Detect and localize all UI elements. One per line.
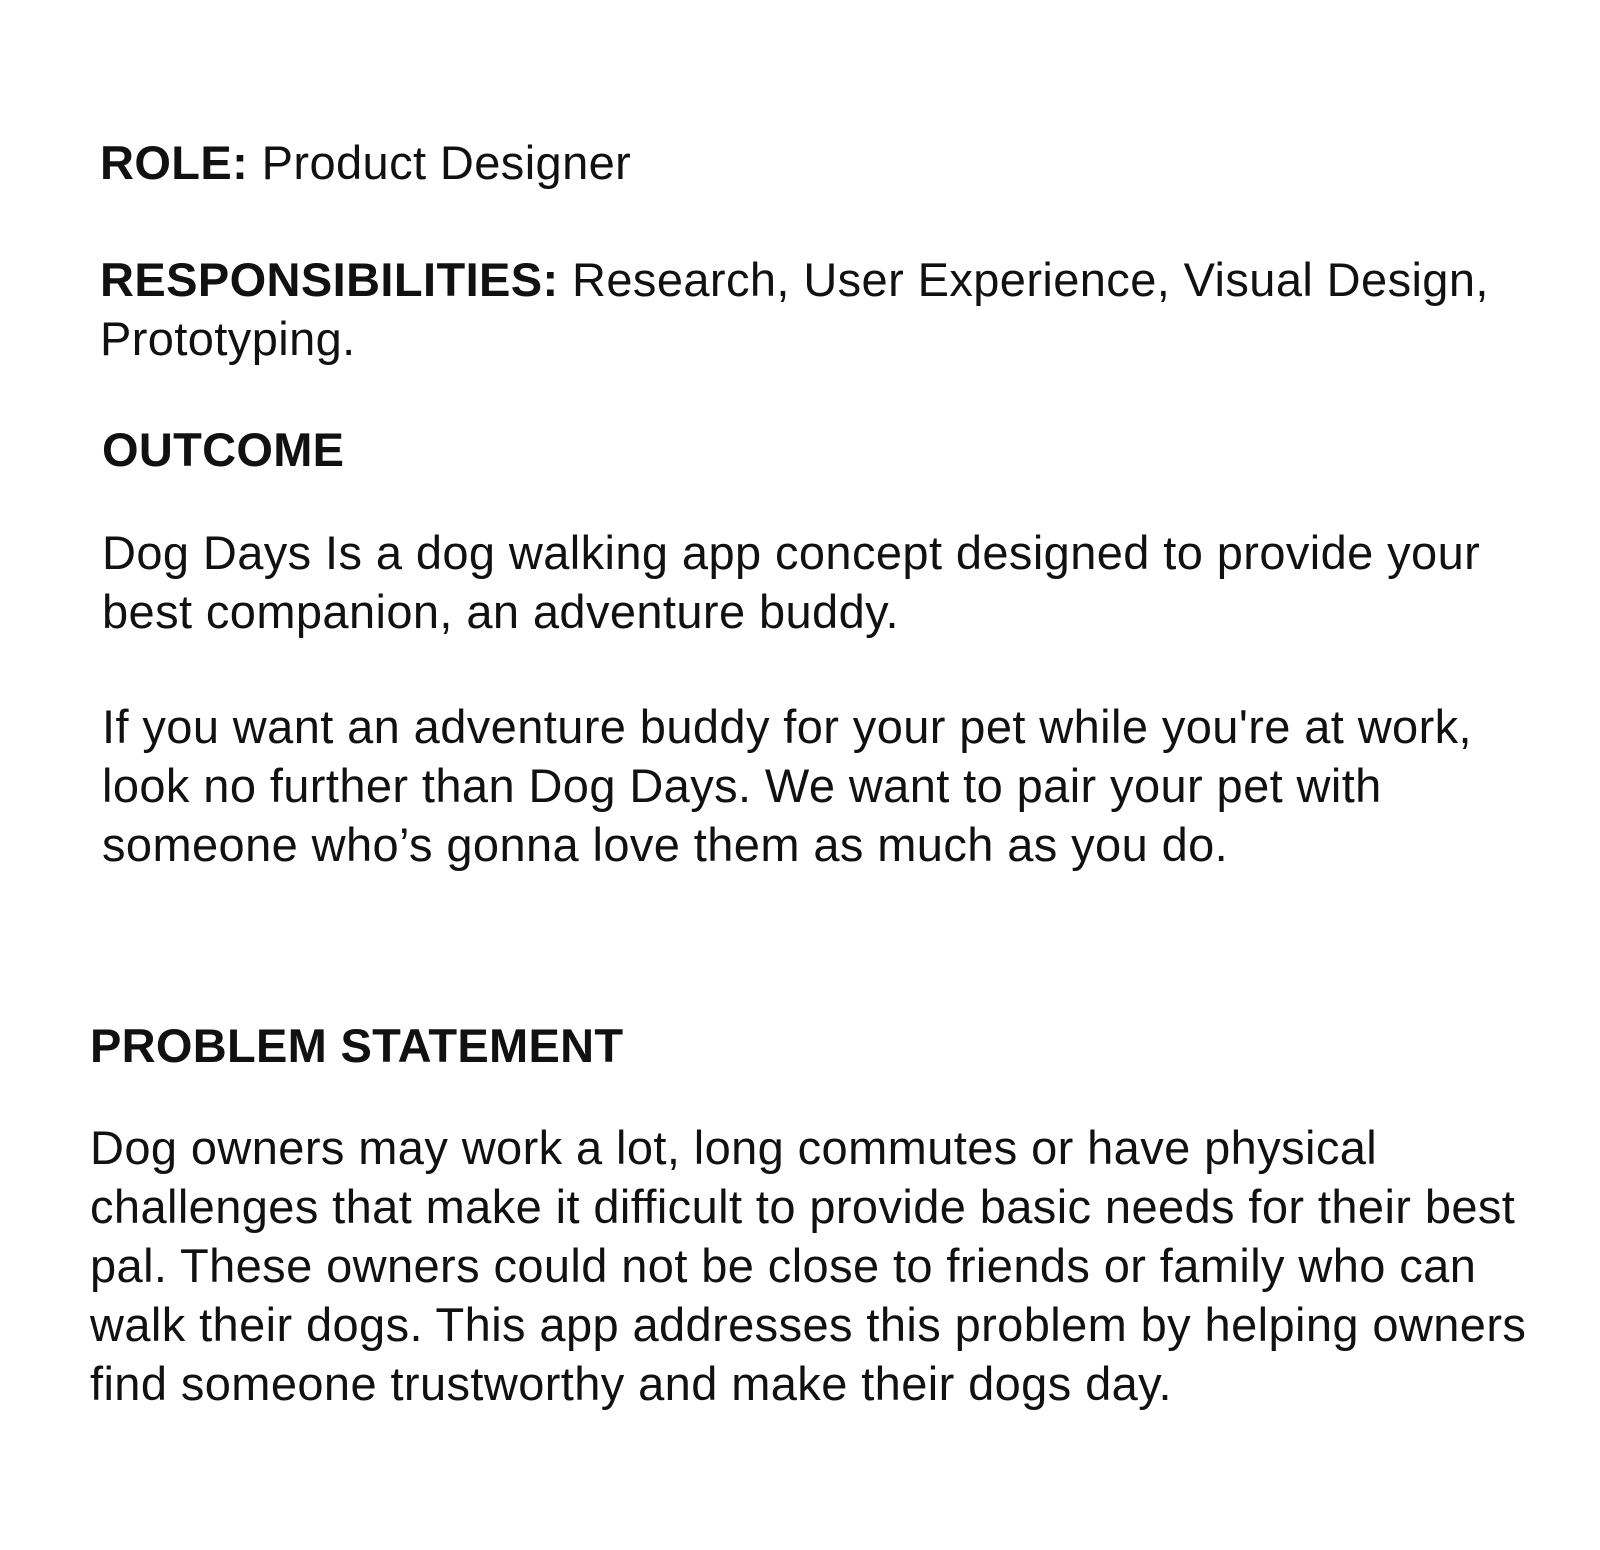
outcome-paragraph-2: If you want an adventure buddy for your pet while you're at work, look no further than Dog Days. We want to pair your pet with someone who’s gonna love them as much as you do. [102, 700, 1472, 871]
outcome-paragraph-1: Dog Days Is a dog walking app concept designed to provide your best companion, an adventure buddy. [102, 526, 1481, 638]
role-label: ROLE: [100, 136, 249, 189]
role-line [100, 133, 1520, 192]
problem-statement-heading: PROBLEM STATEMENT [90, 1019, 624, 1072]
role-value: Product Designer [248, 136, 632, 189]
responsibilities-value: Research, User Experience, Visual Design, Prototyping. [100, 253, 1489, 365]
outcome-heading: OUTCOME [102, 423, 345, 476]
responsibilities-label: RESPONSIBILITIES: [100, 253, 559, 306]
problem-statement-paragraph: Dog owners may work a lot, long commutes or have physical challenges that make it difficult to provide basic needs for their best pal. These owners could not be close to friends or family who can walk their dogs. This app addresses this problem by helping owners find someone trustworthy and make their dogs day. [90, 1121, 1527, 1410]
responsibilities-line [100, 250, 1540, 368]
